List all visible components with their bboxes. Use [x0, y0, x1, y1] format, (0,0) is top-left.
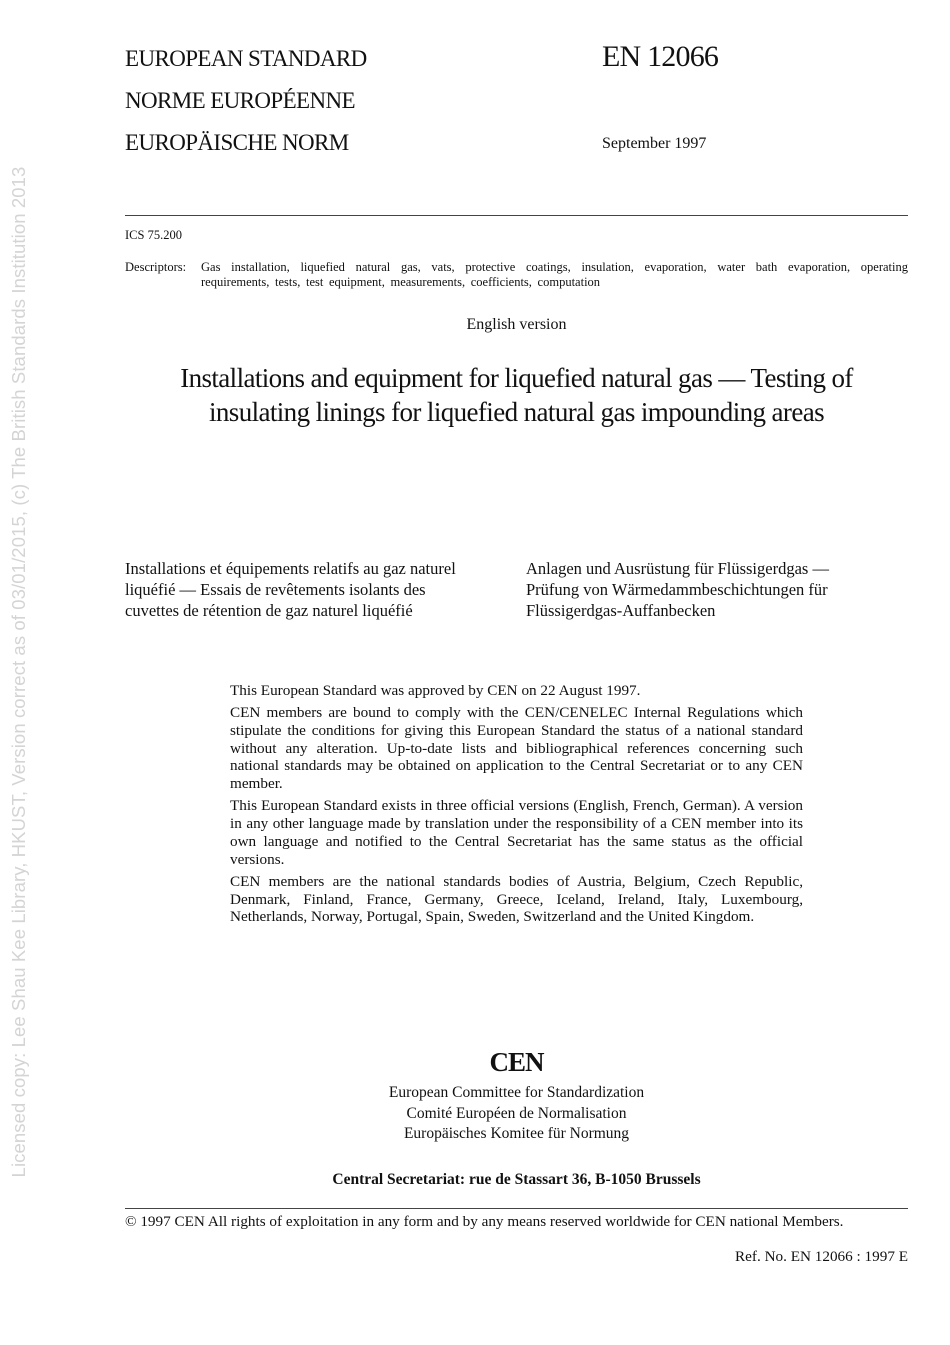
descriptors-label: Descriptors: — [125, 260, 187, 274]
footer-divider — [125, 1208, 908, 1209]
standard-name-french: NORME EUROPÉENNE — [125, 88, 355, 113]
german-title: Anlagen und Ausrüstung für Flüssigerdgas — Prüfung von Wärmedammbeschichtungen für Flüssigerdgas-Auffanbecken — [526, 559, 829, 620]
central-secretariat-address: Central Secretariat: rue de Stassart 36, B-1050 Brussels — [332, 1171, 701, 1188]
cen-name-french: Comité Européen de Normalisation — [406, 1105, 627, 1122]
approval-notice — [230, 682, 803, 931]
cen-name-german: Europäisches Komitee für Normung — [403, 1125, 630, 1142]
copyright-notice: © 1997 CEN All rights of exploitation in any form and by any means reserved worldwide for CEN national Members. — [125, 1213, 844, 1230]
approval-paragraph: This European Standard was approved by CEN on 22 August 1997. — [230, 682, 641, 699]
descriptors-text: Gas installation, liquefied natural gas, vats, protective coatings, insulation, evaporation, water bath evaporation, operating requirements, tests, test equipment, measurements, coefficients, computation — [201, 260, 908, 289]
standard-number: EN 12066 — [602, 40, 719, 73]
ics-code: ICS 75.200 — [125, 228, 182, 242]
versions-paragraph: This European Standard exists in three official versions (English, French, German). A version in any other language made by translation under the responsibility of a CEN member into its own language and notified to the Central Secretariat has the same status as the official versions. — [230, 797, 803, 868]
header-divider — [125, 215, 908, 216]
french-title: Installations et équipements relatifs au gaz naturel liquéfié — Essais de revêtements isolants des cuvettes de rétention de gaz naturel liquéfié — [125, 559, 456, 620]
standard-name-english: EUROPEAN STANDARD — [125, 46, 367, 71]
compliance-paragraph: CEN members are bound to comply with the CEN/CENELEC Internal Regulations which stipulate the conditions for giving this European Standard the status of a national standard without any alteration. Up-to-date lists and bibliographical references concerning such national standards may be obtained on application to the Central Secretariat or to any CEN member. — [230, 704, 803, 793]
cen-logo: CEN — [489, 1047, 544, 1077]
standard-name-german: EUROPÄISCHE NORM — [125, 130, 349, 155]
language-version: English version — [466, 316, 567, 333]
document-title: Installations and equipment for liquefied natural gas — Testing of insulating linings for liquefied natural gas impounding areas — [180, 363, 853, 427]
cen-name-english: European Committee for Standardization — [388, 1084, 645, 1101]
license-watermark: Licensed copy: Lee Shau Kee Library, HKUST, Version correct as of 03/01/2015, (c) The British Standards Institution 2013 — [8, 166, 29, 1178]
reference-number: Ref. No. EN 12066 : 1997 E — [735, 1248, 908, 1265]
members-paragraph: CEN members are the national standards bodies of Austria, Belgium, Czech Republic, Denmark, Finland, France, Germany, Greece, Iceland, Ireland, Italy, Luxembourg, Netherlands, Norway, Portugal, Spain, Sweden, Switzerland and the United Kingdom. — [230, 872, 803, 926]
publication-date: September 1997 — [602, 135, 707, 152]
